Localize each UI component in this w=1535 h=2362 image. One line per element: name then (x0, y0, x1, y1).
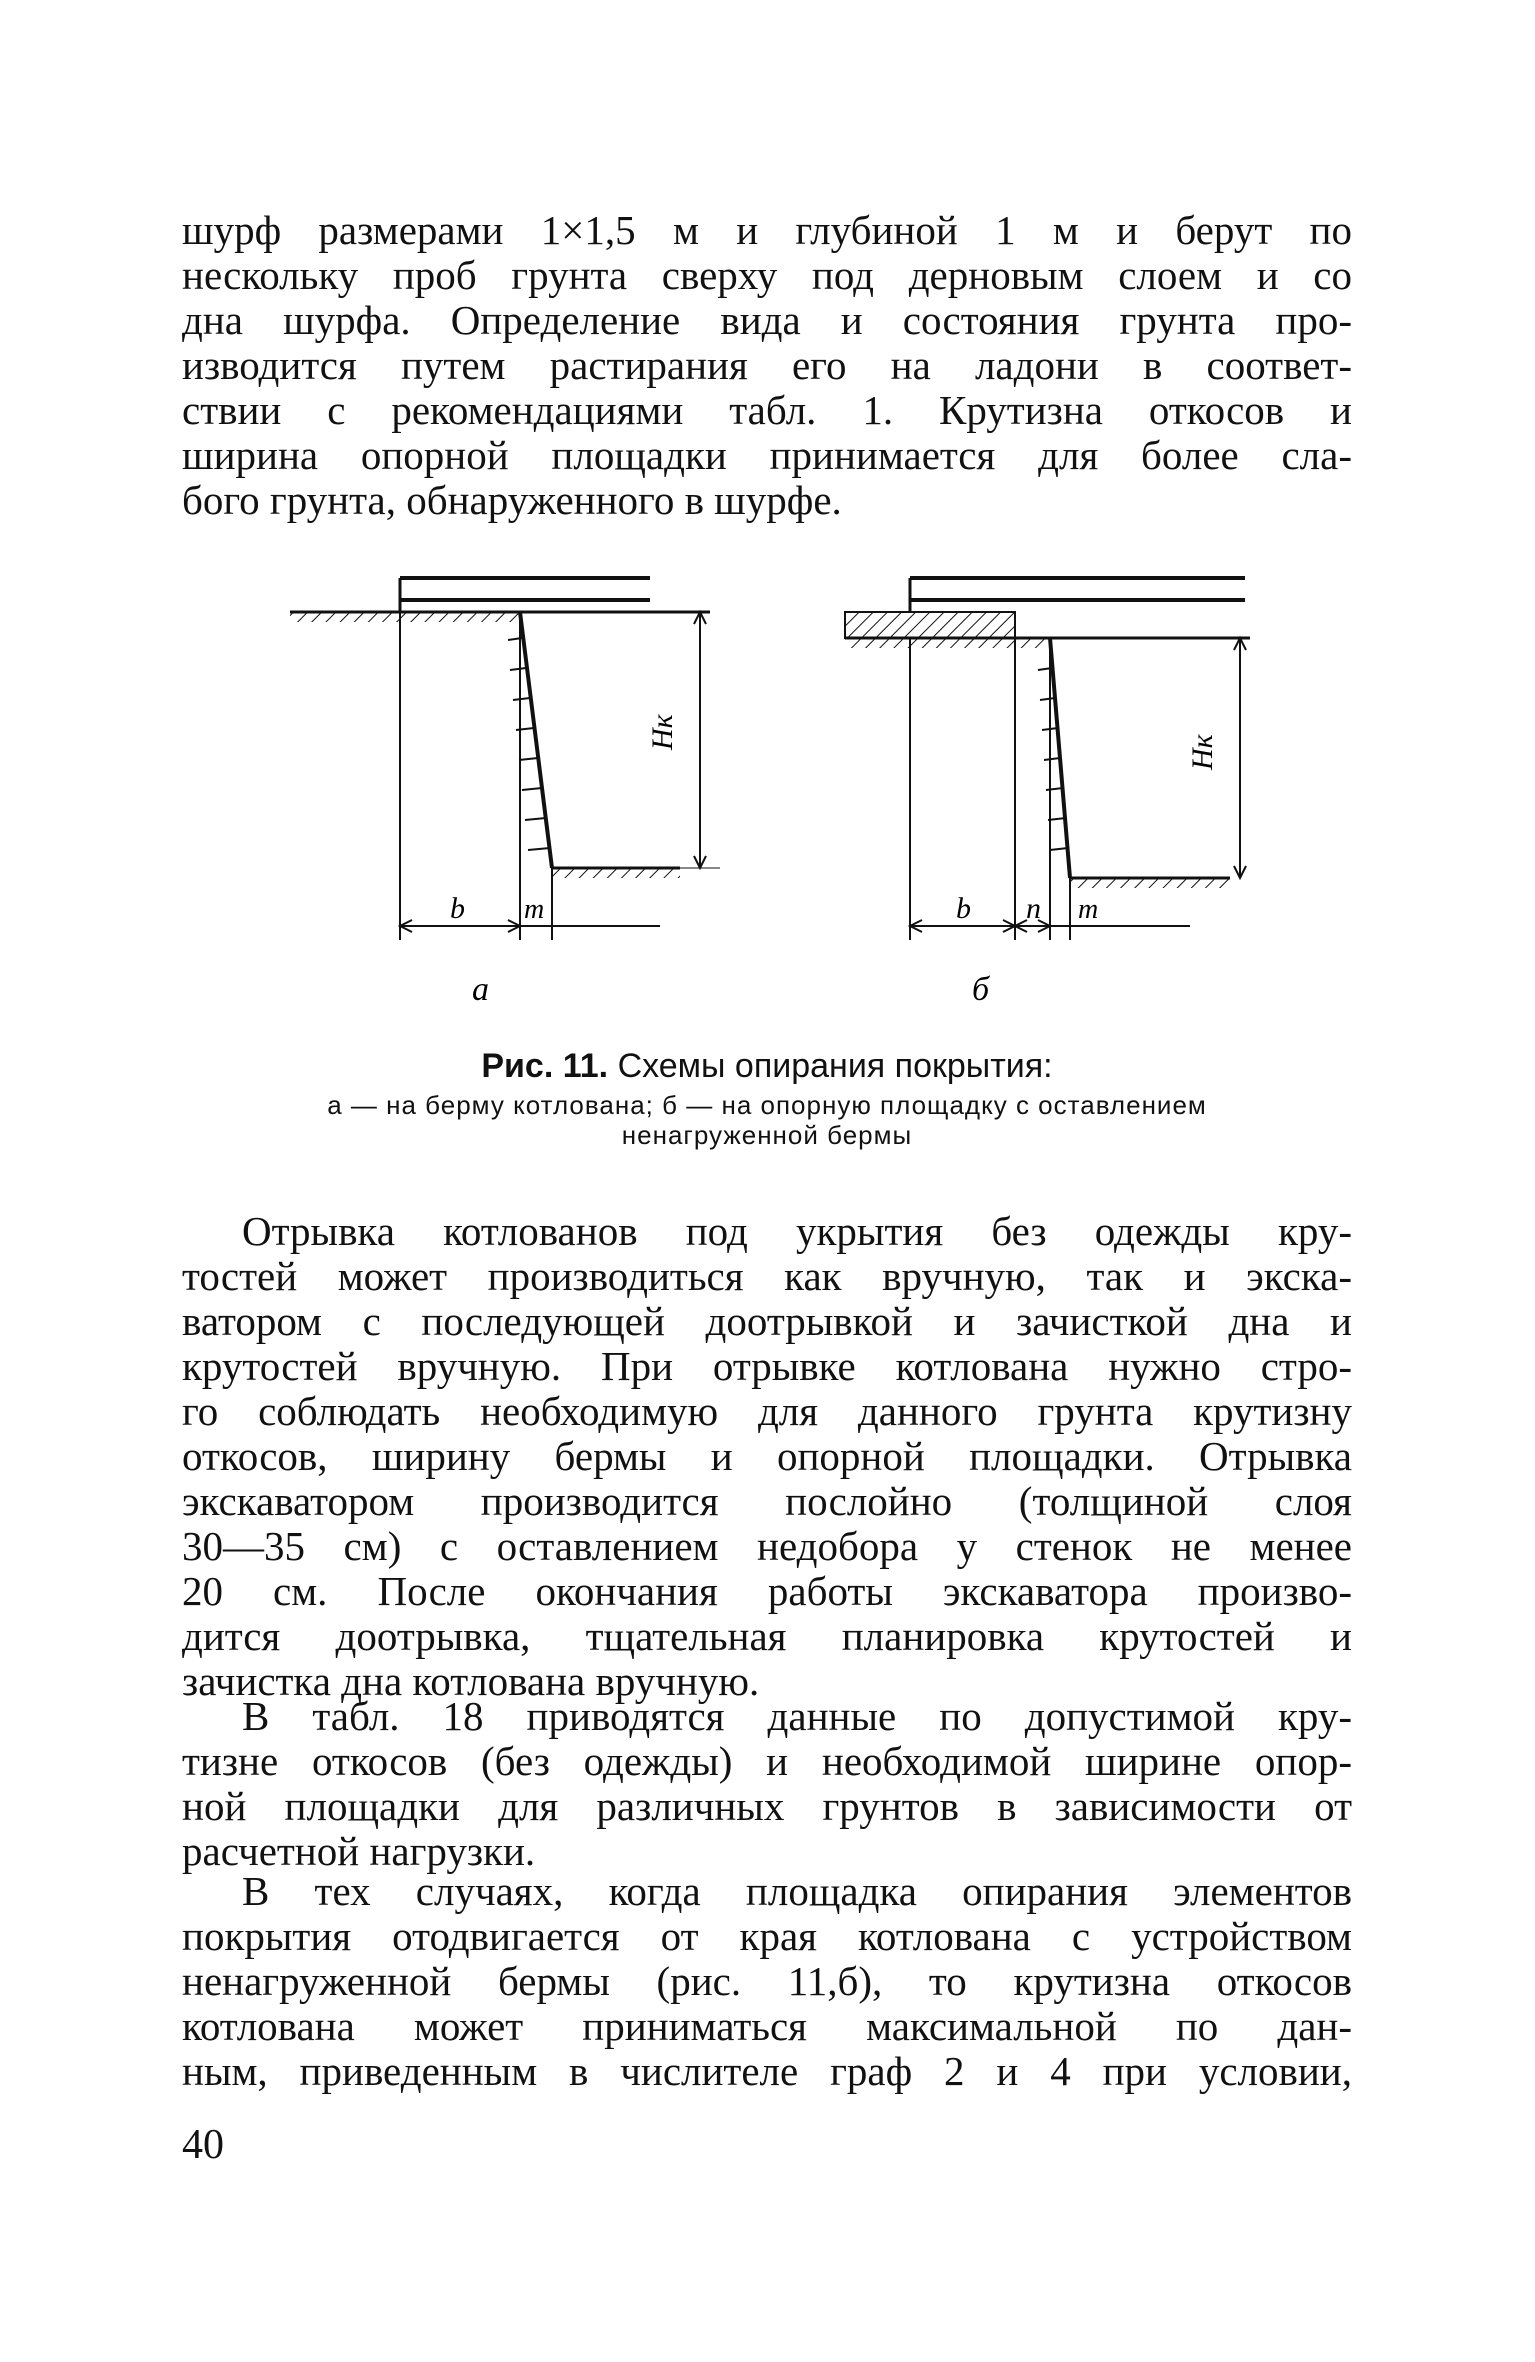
paragraph-4 (182, 1869, 1352, 2094)
text-line: В табл. 18 приводятся данные по допустимой кру- (242, 1693, 1352, 1739)
dim-m-label-a: m (524, 894, 545, 925)
text-line: ствии с рекомендациями табл. 1. Крутизна откосов и (182, 387, 1352, 433)
scheme-a (290, 578, 720, 1008)
text-line: шурф размерами 1×1,5 м и глубиной 1 м и берут по (182, 207, 1352, 253)
text-line: зачистка дна котлована вручную. (182, 1658, 760, 1704)
figure-caption-line: а — на берму котлована; б — на опорную площадку с оставлением (327, 1090, 1207, 1120)
text-line: ненагруженной бермы (рис. 11,б), то крутизна откосов (182, 1958, 1352, 2004)
text-line: дна шурфа. Определение вида и состояния грунта про- (182, 297, 1352, 343)
text-line: го соблюдать необходимую для данного грунта крутизну (182, 1388, 1352, 1434)
text-line: крутостей вручную. При отрывке котлована нужно стро- (182, 1343, 1352, 1389)
text-line: бого грунта, обнаруженного в шурфе. (182, 477, 842, 523)
text-line: тизне откосов (без одежды) и необходимой ширине опор- (182, 1738, 1352, 1784)
text-line: экскаватором производится послойно (толщиной слоя (182, 1478, 1352, 1524)
paragraph-3 (182, 1694, 1352, 1874)
figure-title: Схемы опирания покрытия: (608, 1047, 1053, 1085)
page-number: 40 (182, 2122, 224, 2168)
dim-hk-label-a: Hк (646, 714, 679, 750)
dim-b-label-a: b (450, 892, 465, 925)
paragraph-2 (182, 1209, 1352, 1704)
text-line: нескольку проб грунта сверху под дерновым слоем и со (182, 252, 1352, 298)
text-line: 20 см. После окончания работы экскаватора произво- (182, 1568, 1352, 1614)
text-line: ширина опорной площадки принимается для более сла- (182, 432, 1352, 478)
text-line: изводится путем растирания его на ладони в соответ- (182, 342, 1352, 388)
text-line: 30—35 см) с оставлением недобора у стенок не менее (182, 1523, 1352, 1569)
dim-hk-label-b: Hк (1186, 734, 1219, 770)
dim-m-label-b: m (1078, 894, 1099, 925)
text-line: дится доотрывка, тщательная планировка крутостей и (182, 1613, 1352, 1659)
dim-b-label-b: b (956, 892, 971, 925)
support-schemes-diagram (260, 560, 1290, 1040)
text-line: ной площадки для различных грунтов в зависимости от (182, 1783, 1352, 1829)
text-line: покрытия отодвигается от края котлована с устройством (182, 1913, 1352, 1959)
text-line: расчетной нагрузки. (182, 1828, 536, 1874)
figure-number: Рис. 11. (481, 1047, 609, 1085)
scheme-b (845, 578, 1250, 1008)
figure-caption-line: ненагруженной бермы (621, 1120, 913, 1150)
dim-n-label-b: n (1026, 892, 1041, 925)
text-line: котлована может приниматься максимальной по дан- (182, 2003, 1352, 2049)
figure-11 (260, 560, 1290, 1040)
text-line: откосов, ширину бермы и опорной площадки. Отрывка (182, 1433, 1352, 1479)
text-line: В тех случаях, когда площадка опирания элементов (242, 1868, 1352, 1914)
text-line: ватором с последующей доотрывкой и зачисткой дна и (182, 1298, 1352, 1344)
scheme-a-label: а (472, 971, 489, 1008)
figure-caption-title (182, 1046, 1352, 1086)
text-line: тостей может производиться как вручную, так и экска- (182, 1253, 1352, 1299)
text-line: ным, приведенным в числителе граф 2 и 4 при условии, (182, 2048, 1352, 2094)
scheme-b-label: б (972, 971, 990, 1008)
paragraph-1 (182, 208, 1352, 523)
text-line: Отрывка котлованов под укрытия без одежды кру- (242, 1208, 1352, 1254)
